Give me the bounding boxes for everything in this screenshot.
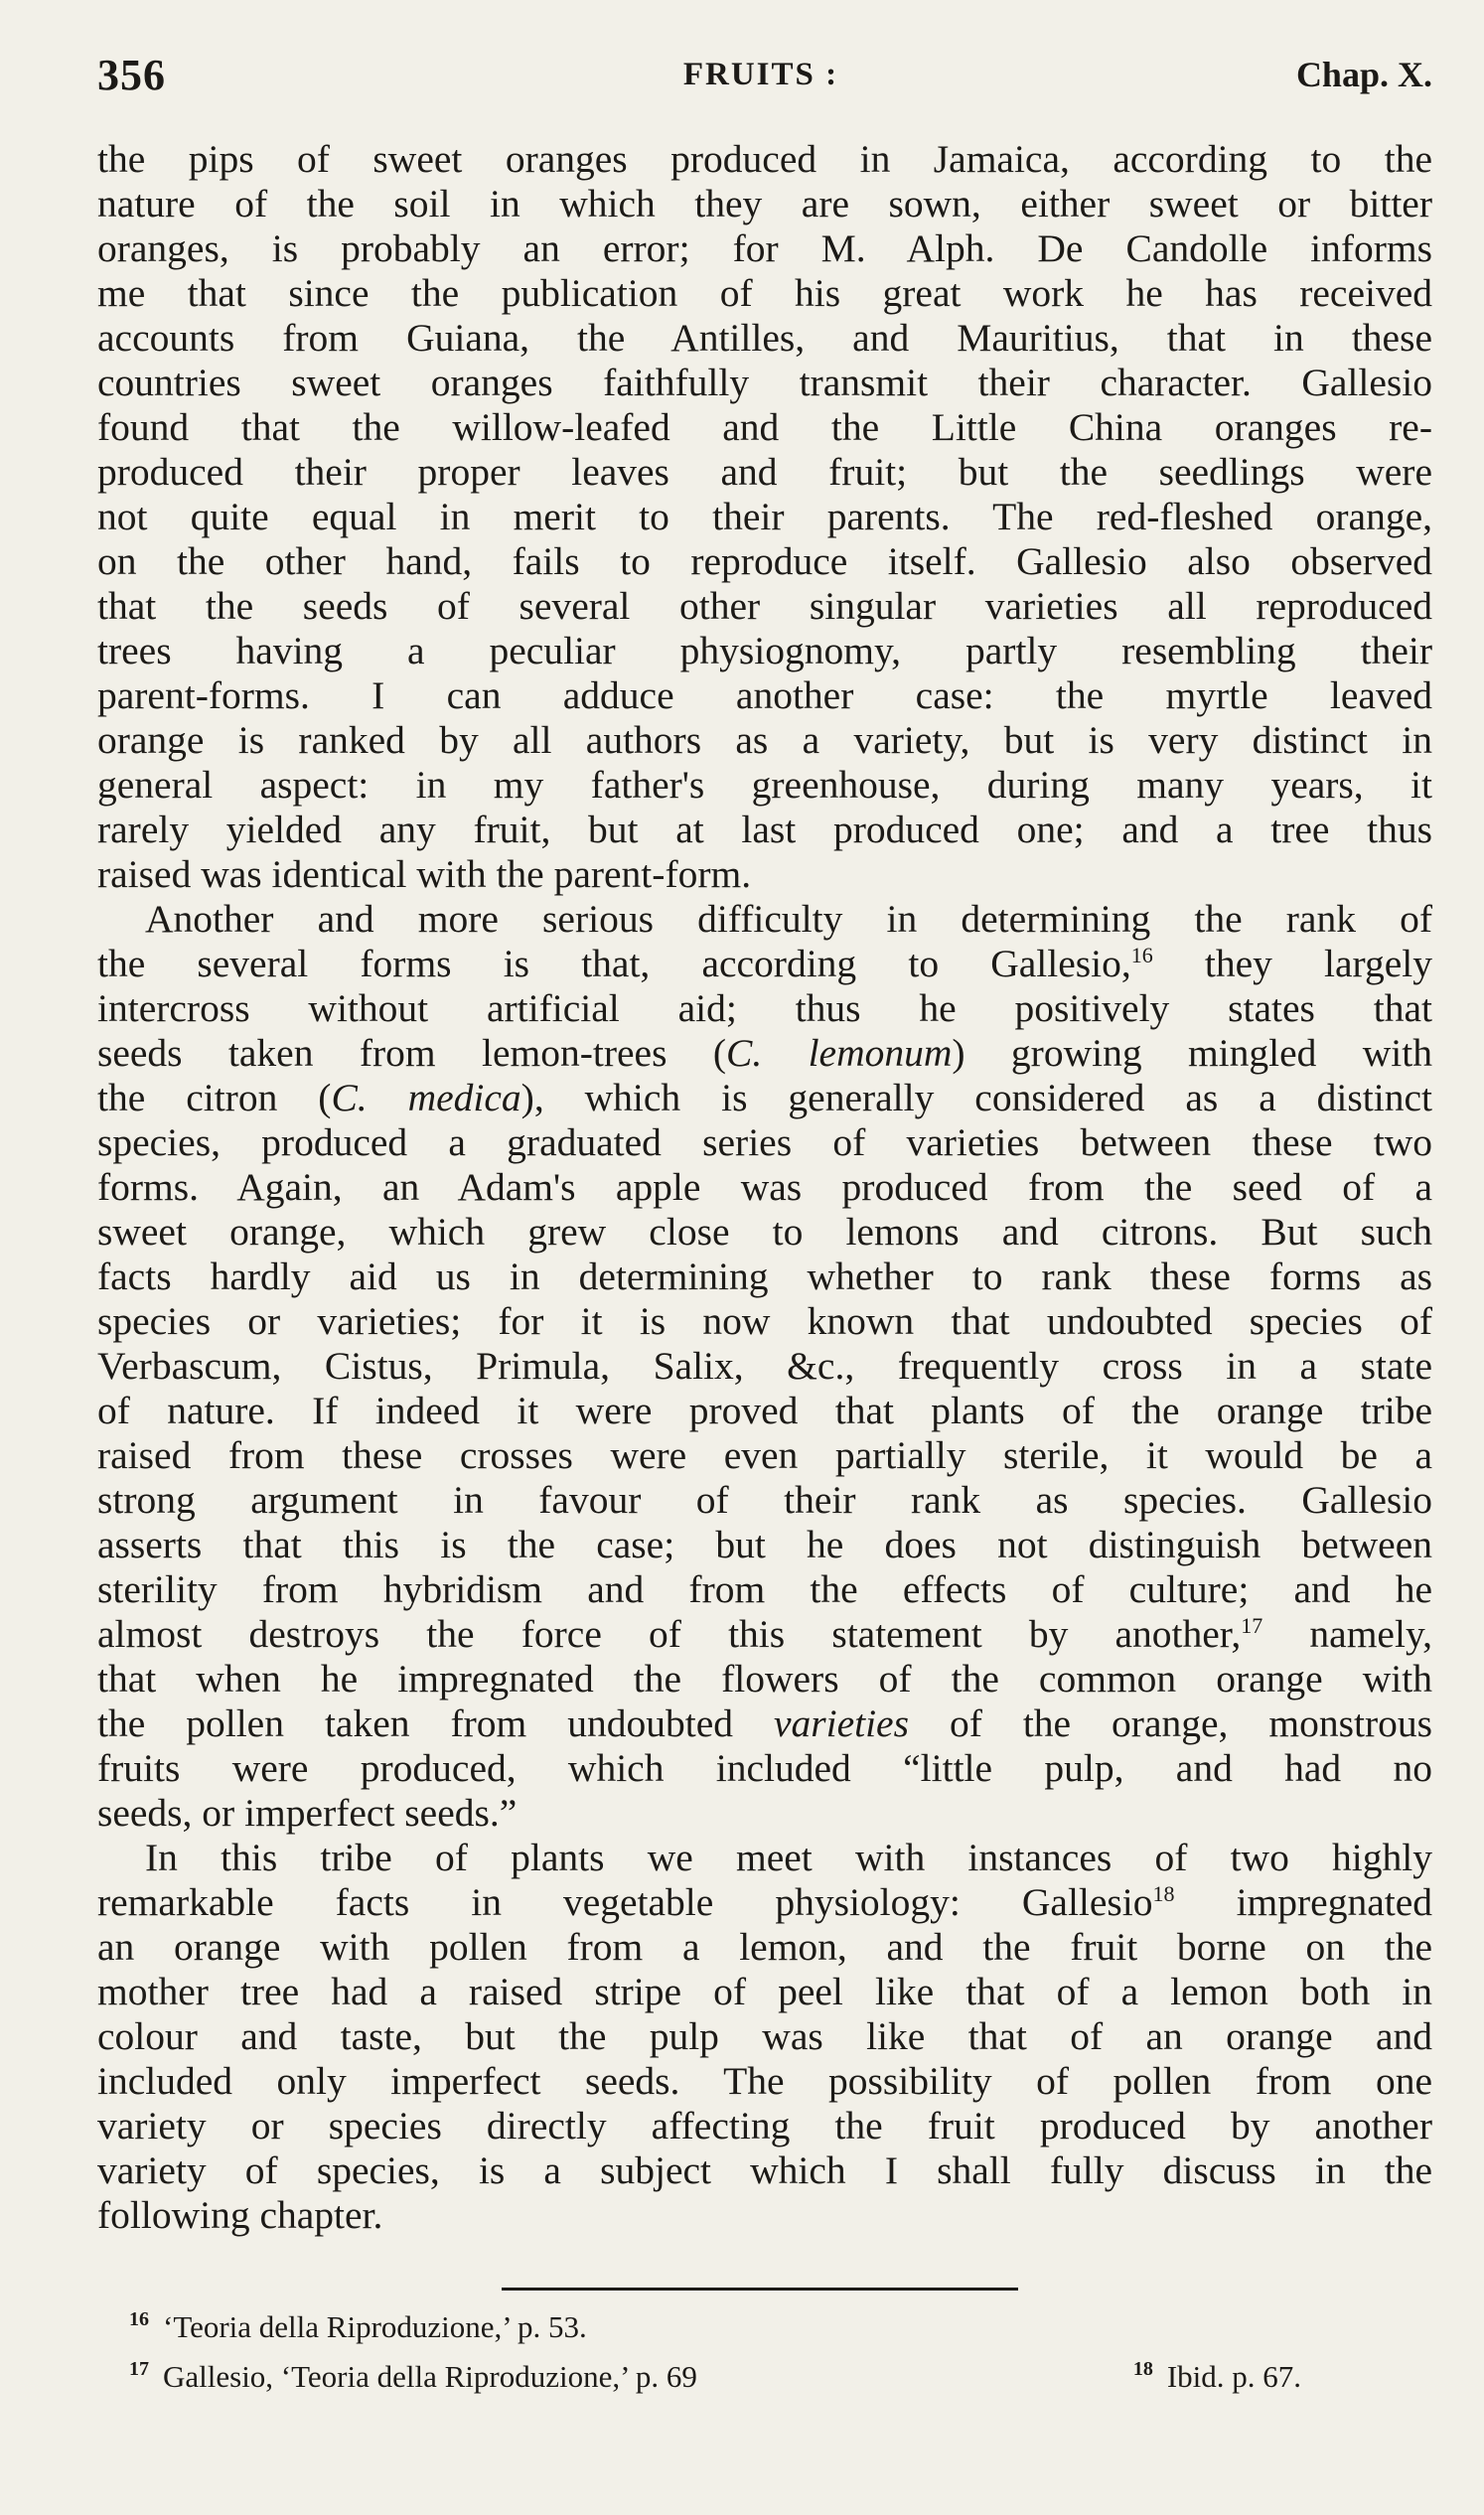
- body-text: [97, 137, 1432, 2238]
- footnote-18: [1133, 2352, 1301, 2402]
- text-line: species or varieties; for it is now known that undoubted species of: [97, 1299, 1432, 1343]
- text-line: Verbascum, Cistus, Primula, Salix, &c., frequently cross in a state: [97, 1344, 1432, 1388]
- text-line: [97, 1880, 1432, 1925]
- text-line: asserts that this is the case; but he does not distinguish between: [97, 1523, 1432, 1566]
- text-line: fruits were produced, which included “little pulp, and had no: [97, 1746, 1432, 1790]
- text-line: that when he impregnated the flowers of the common orange with: [97, 1657, 1432, 1701]
- text-line: variety of species, is a subject which I shall fully discuss in the: [97, 2148, 1432, 2192]
- text-line: accounts from Guiana, the Antilles, and Mauritius, that in these: [97, 316, 1432, 360]
- text-line: [97, 942, 1432, 986]
- text-fragment: the citron (: [97, 1076, 332, 1119]
- text-line: of nature. If indeed it were proved that plants of the orange tribe: [97, 1389, 1432, 1432]
- footnote-text: Ibid. p. 67.: [1166, 2359, 1301, 2394]
- footnote-row: [129, 2352, 1301, 2402]
- text-line: facts hardly aid us in determining whether to rank these forms as: [97, 1255, 1432, 1298]
- text-line: countries sweet oranges faithfully transmit their character. Gallesio: [97, 361, 1432, 404]
- text-fragment: impregnated: [1174, 1880, 1432, 1924]
- footnote-ref[interactable]: 16: [1130, 942, 1153, 967]
- footnote-number: 16: [129, 2308, 149, 2330]
- footnote-text: ‘Teoria della Riproduzione,’ p. 53.: [163, 2309, 587, 2344]
- text-line: oranges, is probably an error; for M. Alph. De Candolle informs: [97, 226, 1432, 270]
- footnote-divider: [502, 2288, 1018, 2291]
- footnote-ref[interactable]: 18: [1152, 1880, 1175, 1906]
- text-line: Another and more serious difficulty in determining the rank of: [145, 897, 1432, 941]
- text-fragment: they largely: [1152, 942, 1432, 985]
- text-fragment: the pollen taken from undoubted: [97, 1701, 774, 1745]
- text-line: found that the willow-leafed and the Little China oranges re-: [97, 405, 1432, 449]
- text-line: following chapter.: [97, 2193, 383, 2237]
- text-line: seeds, or imperfect seeds.”: [97, 1791, 518, 1835]
- text-line: strong argument in favour of their rank as species. Gallesio: [97, 1478, 1432, 1522]
- text-line: nature of the soil in which they are sown, either sweet or bitter: [97, 182, 1432, 225]
- text-line: not quite equal in merit to their parents. The red-fleshed orange,: [97, 495, 1432, 538]
- text-line: forms. Again, an Adam's apple was produced from the seed of a: [97, 1165, 1432, 1209]
- text-line: that the seeds of several other singular varieties all reproduced: [97, 584, 1432, 628]
- text-line: [97, 1076, 1432, 1120]
- text-fragment: ) growing mingled with: [952, 1031, 1432, 1075]
- text-line: sweet orange, which grew close to lemons and citrons. But such: [97, 1210, 1432, 1254]
- text-line: raised from these crosses were even partially sterile, it would be a: [97, 1433, 1432, 1477]
- text-fragment: of the orange, monstrous: [908, 1701, 1432, 1745]
- text-fragment: namely,: [1262, 1612, 1433, 1656]
- text-line: included only imperfect seeds. The possibility of pollen from one: [97, 2059, 1432, 2103]
- page-header: [97, 40, 1432, 109]
- page-number: 356: [97, 50, 166, 99]
- italic-term: C. lemonum: [725, 1031, 953, 1075]
- text-line: [97, 1701, 1432, 1746]
- text-line: produced their proper leaves and fruit; but the seedlings were: [97, 450, 1432, 494]
- text-line: colour and taste, but the pulp was like that of an orange and: [97, 2014, 1432, 2058]
- text-line: In this tribe of plants we meet with instances of two highly: [145, 1836, 1432, 1879]
- text-line: species, produced a graduated series of varieties between these two: [97, 1120, 1432, 1164]
- text-line: rarely yielded any fruit, but at last produced one; and a tree thus: [97, 808, 1432, 851]
- text-line: orange is ranked by all authors as a variety, but is very distinct in: [97, 718, 1432, 762]
- text-line: raised was identical with the parent-form.: [97, 852, 752, 896]
- italic-term: C. medica: [331, 1076, 521, 1119]
- text-line: general aspect: in my father's greenhouse, during many years, it: [97, 763, 1432, 807]
- text-line: mother tree had a raised stripe of peel like that of a lemon both in: [97, 1970, 1432, 2013]
- footnote-number: 18: [1132, 2358, 1153, 2380]
- footnotes: [129, 2302, 1371, 2402]
- italic-term: varieties: [773, 1701, 909, 1745]
- footnote-16: [129, 2302, 1371, 2352]
- text-line: sterility from hybridism and from the effects of culture; and he: [97, 1567, 1432, 1611]
- text-line: the pips of sweet oranges produced in Jamaica, according to the: [97, 137, 1432, 181]
- footnote-17: [129, 2352, 697, 2402]
- running-head: FRUITS :: [682, 56, 839, 92]
- text-fragment: almost destroys the force of this statement by another,: [97, 1612, 1242, 1656]
- text-line: parent-forms. I can adduce another case: the myrtle leaved: [97, 673, 1432, 717]
- text-line: intercross without artificial aid; thus he positively states that: [97, 986, 1432, 1030]
- text-fragment: the several forms is that, according to Gallesio,: [97, 942, 1131, 985]
- chapter-label: Chap. X.: [1295, 55, 1432, 94]
- text-line: variety or species directly affecting the fruit produced by another: [97, 2104, 1432, 2147]
- text-line: on the other hand, fails to reproduce itself. Gallesio also observed: [97, 539, 1432, 583]
- footnote-text: Gallesio, ‘Teoria della Riproduzione,’ p. 69: [163, 2359, 697, 2394]
- footnote-number: 17: [129, 2358, 149, 2380]
- text-line: trees having a peculiar physiognomy, partly resembling their: [97, 629, 1432, 672]
- text-fragment: seeds taken from lemon-trees (: [97, 1031, 726, 1075]
- footnote-ref[interactable]: 17: [1241, 1612, 1263, 1638]
- text-line: an orange with pollen from a lemon, and the fruit borne on the: [97, 1925, 1432, 1969]
- text-fragment: remarkable facts in vegetable physiology: Gallesio: [97, 1880, 1153, 1924]
- text-line: me that since the publication of his great work he has received: [97, 271, 1432, 315]
- text-line: [97, 1612, 1432, 1657]
- text-fragment: ), which is generally considered as a distinct: [520, 1076, 1432, 1119]
- text-line: [97, 1031, 1432, 1076]
